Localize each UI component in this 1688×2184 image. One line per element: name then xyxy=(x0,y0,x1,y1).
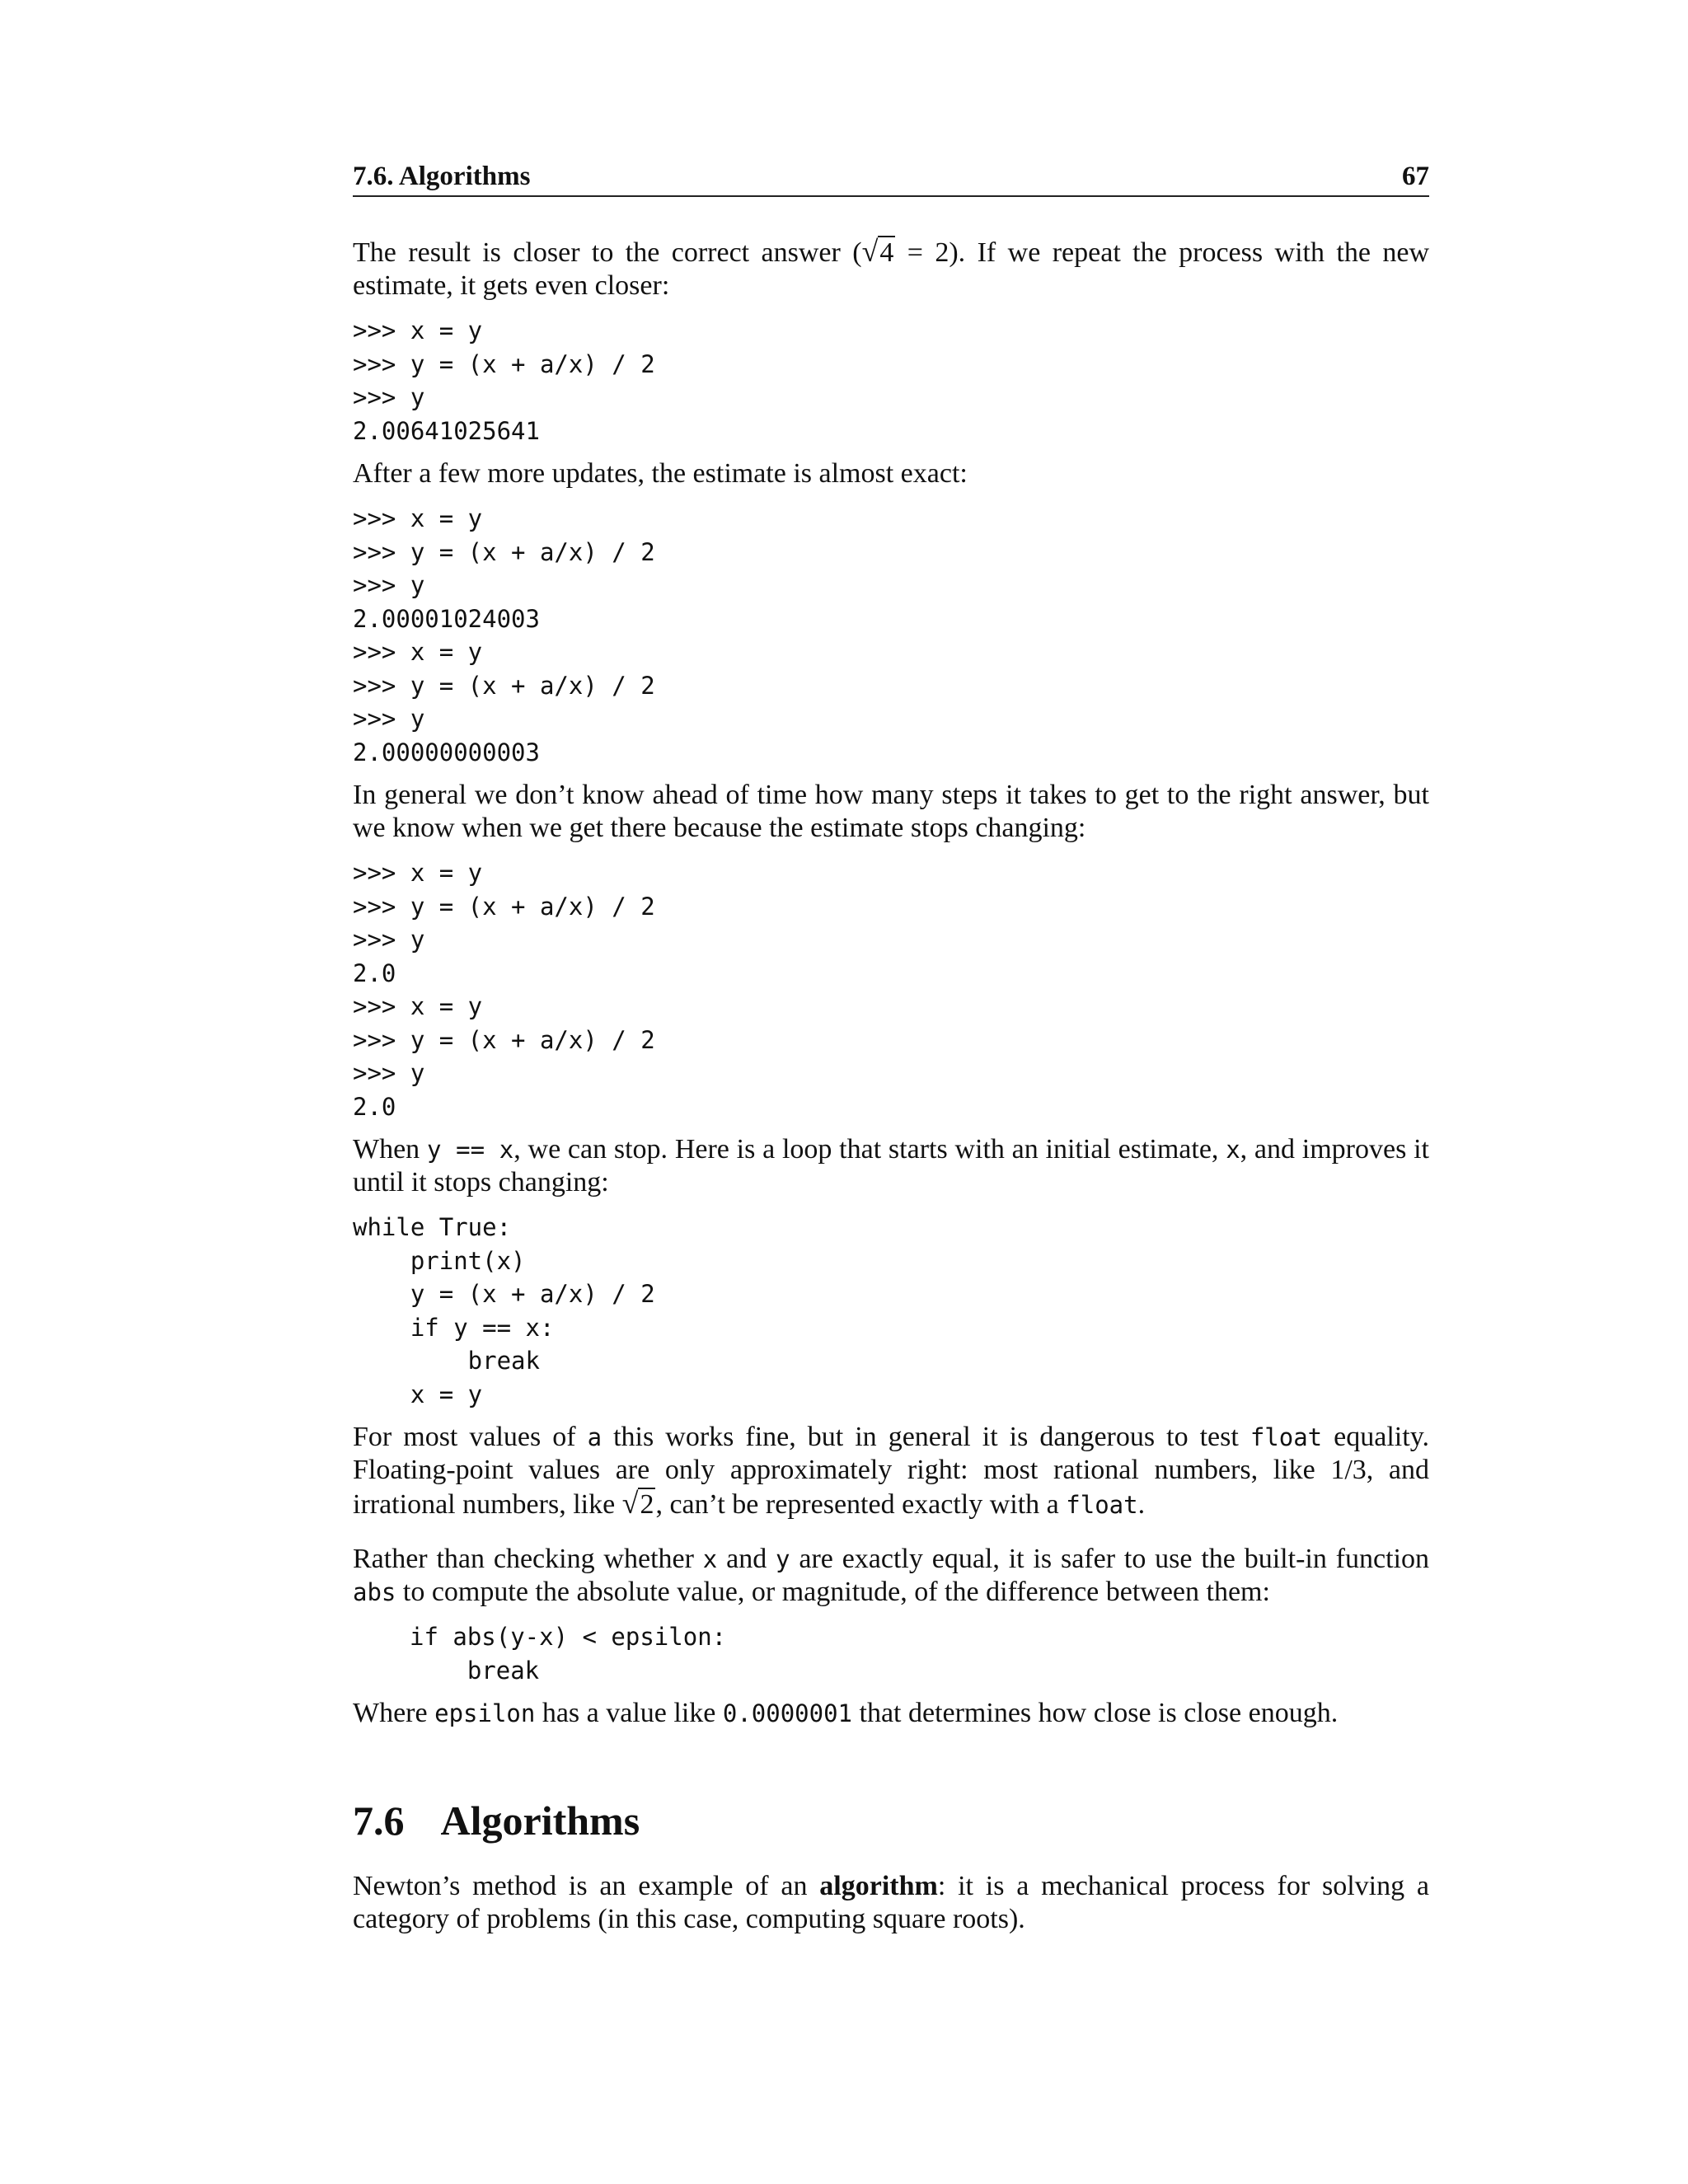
header-page-number: 67 xyxy=(1402,162,1429,191)
code-line: >>> y xyxy=(353,571,425,599)
text-run: Newton’s method is an example of an xyxy=(353,1871,820,1901)
text-run: , we can stop. Here is a loop that starts with an initial estimate, xyxy=(513,1134,1226,1165)
code-line: >>> y = (x + a/x) / 2 xyxy=(353,349,655,378)
code-line: >>> x = y xyxy=(353,316,483,344)
code-line: x = y xyxy=(353,1380,483,1408)
text-run: has a value like xyxy=(535,1698,723,1728)
inline-code: 0.0000001 xyxy=(722,1699,852,1727)
code-line: >>> y = (x + a/x) / 2 xyxy=(353,671,655,700)
text-run: . xyxy=(1137,1489,1146,1520)
book-page xyxy=(353,162,1429,1936)
code-block-more-updates xyxy=(353,502,1429,769)
code-line: 2.0 xyxy=(353,1092,396,1121)
code-block-first-update xyxy=(353,314,1429,448)
text-run: and xyxy=(717,1544,776,1574)
sqrt-symbol: √4 xyxy=(861,235,894,268)
code-line: 2.00641025641 xyxy=(353,416,540,445)
code-line: if y == x: xyxy=(353,1313,555,1342)
code-block-epsilon xyxy=(353,1620,1429,1687)
inline-code: float xyxy=(1250,1423,1323,1451)
text-run: The result is closer to the correct answer ( xyxy=(353,237,862,268)
code-line: break xyxy=(353,1347,540,1375)
code-line: >>> x = y xyxy=(353,859,483,887)
paragraph-when-y-equals-x xyxy=(353,1133,1429,1199)
paragraph-abs-function xyxy=(353,1543,1429,1609)
code-line: if abs(y-x) < epsilon: xyxy=(410,1623,727,1651)
running-header xyxy=(353,162,1429,197)
code-line: >>> y = (x + a/x) / 2 xyxy=(353,537,655,566)
code-line: >>> y xyxy=(353,705,425,733)
code-line: >>> x = y xyxy=(353,504,483,532)
section-heading xyxy=(353,1796,1429,1845)
code-line: break xyxy=(410,1656,540,1685)
inline-code: y == x xyxy=(426,1136,514,1164)
paragraph-few-more-updates: After a few more updates, the estimate is almost exact: xyxy=(353,458,968,489)
code-line: 2.00000000003 xyxy=(353,738,540,766)
inline-code: abs xyxy=(353,1578,396,1606)
text-run: For most values of xyxy=(353,1422,588,1452)
bold-term: algorithm xyxy=(819,1871,938,1901)
sqrt-argument: 2 xyxy=(640,1489,654,1520)
code-line: >>> y xyxy=(353,926,425,954)
text-run: equality. Floating-point values are only approximately right: most rational numbers, like 1/3, and irrational numbers, like xyxy=(353,1422,1429,1520)
code-line: y = (x + a/x) / 2 xyxy=(353,1280,655,1308)
text-run: When xyxy=(353,1134,427,1165)
code-line: print(x) xyxy=(353,1246,526,1275)
code-line: 2.0 xyxy=(353,958,396,987)
paragraph-closer-answer xyxy=(353,235,1429,302)
code-line: >>> x = y xyxy=(353,638,483,666)
paragraph-float-equality xyxy=(353,1421,1429,1521)
code-line: 2.00001024003 xyxy=(353,604,540,633)
text-run: = 2). If we repeat the process with the new estimate, it gets even closer: xyxy=(353,237,1429,301)
paragraph-stops-changing: In general we don’t know ahead of time how many steps it takes to get to the right answer, but we know when we get there because the estimate stops changing: xyxy=(353,780,1429,843)
inline-code: float xyxy=(1066,1491,1138,1519)
code-line: >>> y xyxy=(353,383,425,411)
code-line: >>> y = (x + a/x) / 2 xyxy=(353,892,655,921)
code-line: while True: xyxy=(353,1213,512,1241)
code-line: >>> x = y xyxy=(353,992,483,1020)
text-run: , and improves it until it stops changing: xyxy=(353,1134,1429,1197)
text-run: , can’t be represented exactly with a xyxy=(655,1489,1067,1520)
inline-code: x xyxy=(1226,1136,1240,1164)
text-run: Where xyxy=(353,1698,435,1728)
section-title: Algorithms xyxy=(440,1797,640,1844)
inline-code: x xyxy=(702,1545,718,1573)
code-block-while-loop xyxy=(353,1211,1429,1411)
code-block-converged xyxy=(353,856,1429,1123)
text-run: are exactly equal, it is safer to use the built-in function xyxy=(790,1544,1429,1574)
sqrt-argument: 4 xyxy=(879,237,894,268)
paragraph-epsilon xyxy=(353,1697,1429,1730)
text-run: this works fine, but in general it is dangerous to test xyxy=(602,1422,1250,1452)
text-run: that determines how close is close enough. xyxy=(852,1698,1339,1728)
code-line: >>> y xyxy=(353,1059,425,1087)
text-run: : it is a mechanical process for solving a category of problems (in this case, computing square roots). xyxy=(353,1871,1430,1934)
inline-code: epsilon xyxy=(434,1699,536,1727)
text-run: Rather than checking whether xyxy=(353,1544,703,1574)
inline-code: a xyxy=(587,1423,603,1451)
sqrt-symbol: √2 xyxy=(621,1487,654,1520)
inline-code: y xyxy=(776,1545,790,1573)
section-number: 7.6 xyxy=(353,1797,405,1844)
header-section-title: 7.6. Algorithms xyxy=(353,162,531,191)
code-line: >>> y = (x + a/x) / 2 xyxy=(353,1025,655,1054)
text-run: to compute the absolute value, or magnitude, of the difference between them: xyxy=(396,1577,1270,1607)
paragraph-algorithm-definition xyxy=(353,1870,1429,1936)
